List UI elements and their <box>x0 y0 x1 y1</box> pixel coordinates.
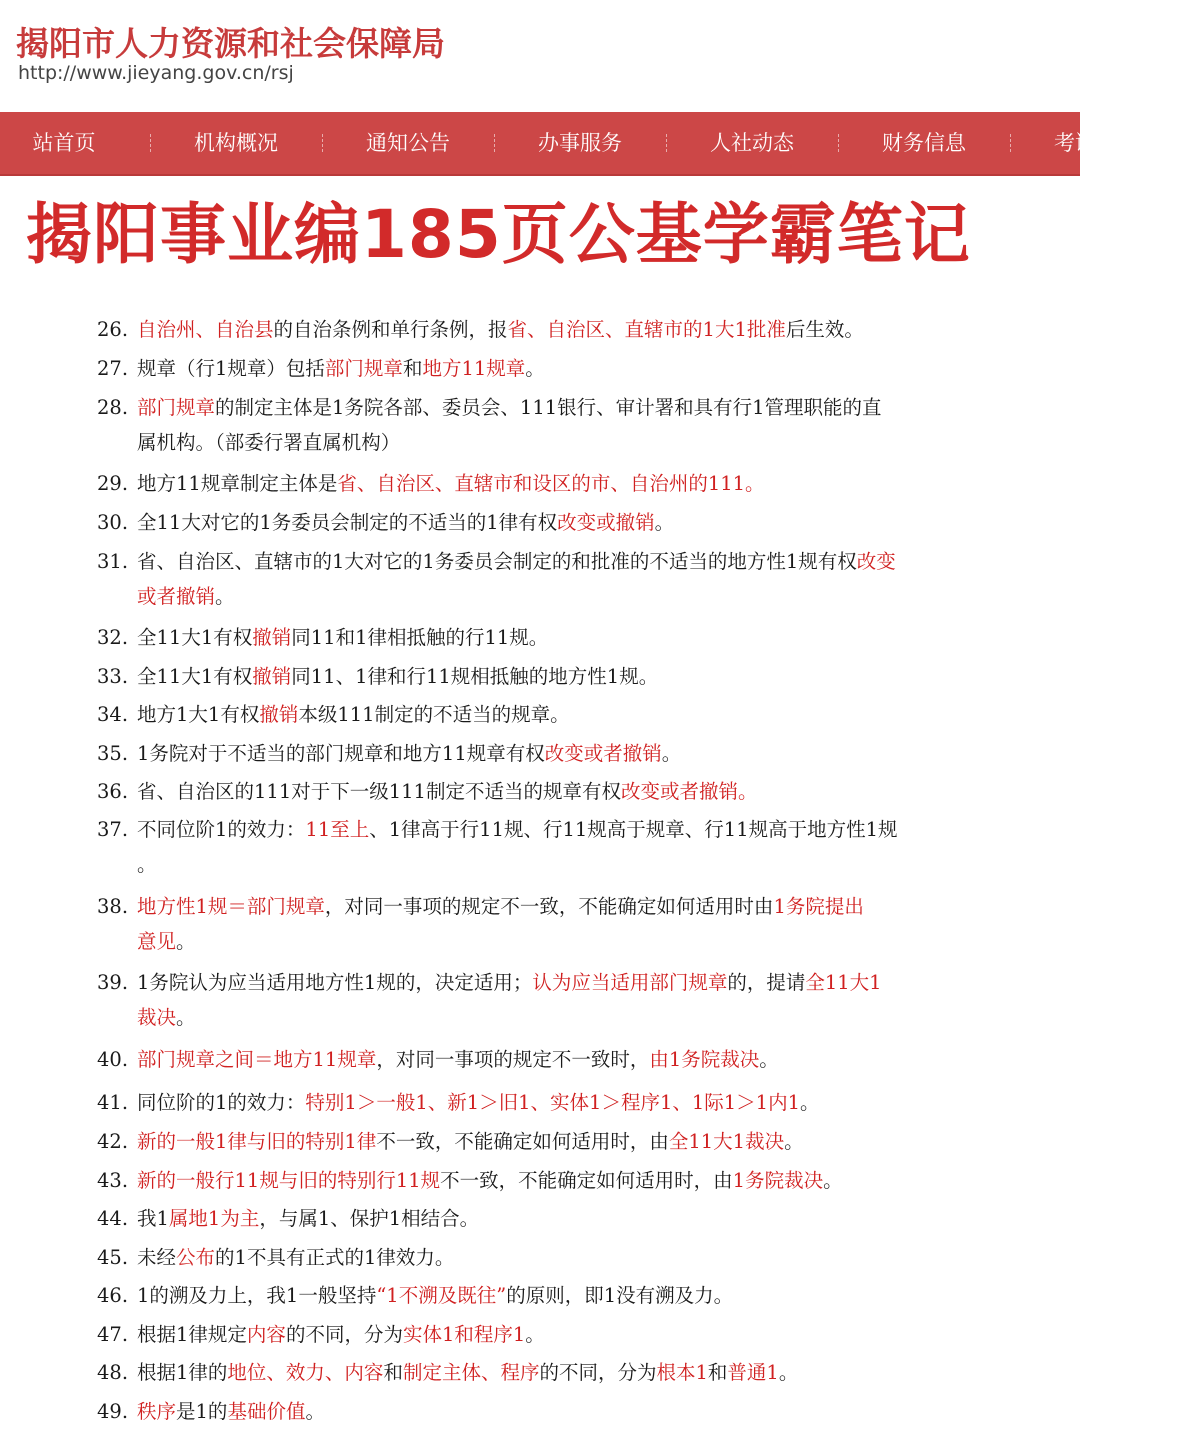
highlight-text: 改变或者撤销。 <box>620 780 758 803</box>
note-number: 46. <box>97 1284 129 1307</box>
note-text <box>137 511 674 534</box>
note-number: 27. <box>97 357 129 380</box>
site-title[interactable]: 揭阳市人力资源和社会保障局 <box>16 24 445 63</box>
note-number: 32. <box>97 626 129 649</box>
note-item <box>97 736 997 771</box>
site-header <box>0 0 1080 112</box>
highlight-text: 地方11规章 <box>422 357 526 380</box>
note-number: 26. <box>97 318 129 341</box>
plain-text: 的制定主体是1务院各部、委员会、111银行、审计署和具有行1管理职能的直 <box>215 396 882 419</box>
plain-text: ，对同一事项的规定不一致，不能确定如何适用时由 <box>324 895 774 918</box>
plain-text: 我1 <box>137 1207 169 1230</box>
note-number: 40. <box>97 1048 129 1071</box>
highlight-text: 改变 <box>856 550 896 573</box>
plain-text: 的不同，分为 <box>285 1323 403 1346</box>
plain-text: 。 <box>176 1006 196 1029</box>
plain-text: 1务院对于不适当的部门规章和地方11规章有权 <box>137 742 545 765</box>
note-text <box>137 472 765 495</box>
note-text-continued <box>97 847 997 882</box>
note-item <box>97 1124 997 1159</box>
note-item <box>97 466 997 501</box>
highlight-text: 公布 <box>176 1246 216 1269</box>
nav-item[interactable]: 通知公告 <box>322 112 494 174</box>
plain-text: 地方1大1有权 <box>137 703 260 726</box>
note-text <box>137 550 896 573</box>
plain-text: 根据1律规定 <box>137 1323 247 1346</box>
note-text <box>137 357 545 380</box>
plain-text: 。 <box>759 1048 779 1071</box>
note-item <box>97 1317 997 1352</box>
plain-text: 不同位阶1的效力： <box>137 818 306 841</box>
highlight-text: 改变或者撤销 <box>544 742 662 765</box>
plain-text: 根据1律的 <box>137 1361 228 1384</box>
note-number: 28. <box>97 396 129 419</box>
note-text <box>137 1400 325 1423</box>
note-text <box>137 1091 820 1114</box>
note-number: 41. <box>97 1091 129 1114</box>
note-text <box>137 971 882 994</box>
note-text-continued <box>97 425 997 460</box>
plain-text: 是1的 <box>176 1400 228 1423</box>
nav-item[interactable]: 考试信息 <box>1010 112 1182 174</box>
highlight-text: 新的一般1律与旧的特别1律 <box>137 1130 377 1153</box>
plain-text: 和 <box>707 1361 728 1384</box>
highlight-text: 或者撤销 <box>137 585 216 608</box>
note-number: 30. <box>97 511 129 534</box>
note-item <box>97 1394 997 1429</box>
plain-text: ，对同一事项的规定不一致时， <box>376 1048 650 1071</box>
note-text <box>137 1169 843 1192</box>
plain-text: 。 <box>784 1130 804 1153</box>
note-item <box>97 312 997 347</box>
plain-text: 同11、1律和行11规相抵触的地方性1规。 <box>291 665 659 688</box>
plain-text: 。 <box>137 853 157 876</box>
highlight-text: 实体1和程序1 <box>402 1323 526 1346</box>
plain-text: 未经 <box>137 1246 177 1269</box>
note-item <box>97 659 997 694</box>
plain-text: 不一致，不能确定如何适用时，由 <box>376 1130 669 1153</box>
note-number: 35. <box>97 742 129 765</box>
note-number: 36. <box>97 780 129 803</box>
note-number: 43. <box>97 1169 129 1192</box>
highlight-text: 由1务院裁决 <box>649 1048 760 1071</box>
highlight-text: 根本1 <box>656 1361 708 1384</box>
highlight-text: 自治州、自治县 <box>137 318 274 341</box>
note-number: 37. <box>97 818 129 841</box>
highlight-text: 全11大1裁决 <box>668 1130 785 1153</box>
plain-text: 的自治条例和单行条例，报 <box>273 318 508 341</box>
highlight-text: 部门规章之间＝地方11规章 <box>137 1048 377 1071</box>
plain-text: 全11大对它的1务委员会制定的不适当的1律有权 <box>137 511 558 534</box>
highlight-text: 1务院裁决 <box>732 1169 824 1192</box>
highlight-text: 撤销 <box>252 665 292 688</box>
plain-text: 的，提请 <box>727 971 806 994</box>
note-number: 34. <box>97 703 129 726</box>
highlight-text: 普通1 <box>727 1361 779 1384</box>
plain-text: 的1不具有正式的1律效力。 <box>215 1246 455 1269</box>
highlight-text: 地方性1规＝部门规章 <box>137 895 325 918</box>
plain-text: 1务院认为应当适用地方性1规的，决定适用； <box>137 971 533 994</box>
note-text <box>137 818 898 841</box>
plain-text: 、1律高于行11规、行11规高于规章、行11规高于地方性1规 <box>369 818 898 841</box>
nav-item[interactable]: 人社动态 <box>666 112 838 174</box>
note-item <box>97 965 997 1035</box>
note-text <box>137 665 658 688</box>
nav-item[interactable]: 机构概况 <box>150 112 322 174</box>
note-text <box>137 1048 779 1071</box>
plain-text: 。 <box>661 742 682 765</box>
note-item <box>97 620 997 655</box>
plain-text: 。 <box>525 357 545 380</box>
plain-text: 全11大1有权 <box>137 665 253 688</box>
plain-text: 。 <box>800 1091 820 1114</box>
note-number: 33. <box>97 665 129 688</box>
highlight-text: 撤销 <box>252 626 292 649</box>
plain-text: 本级111制定的不适当的规章。 <box>298 703 570 726</box>
note-number: 47. <box>97 1323 129 1346</box>
note-text <box>137 626 548 649</box>
note-number: 31. <box>97 550 129 573</box>
plain-text: 后生效。 <box>785 318 864 341</box>
note-text <box>137 742 681 765</box>
note-number: 44. <box>97 1207 129 1230</box>
highlight-text: 制定主体、程序 <box>402 1361 540 1384</box>
plain-text: 和 <box>383 1361 403 1384</box>
site-url[interactable]: http://www.jieyang.gov.cn/rsj <box>18 62 294 84</box>
highlight-text: 改变或撤销 <box>557 511 655 534</box>
note-text <box>137 1130 804 1153</box>
highlight-text: 新的一般行11规与旧的特别行11规 <box>137 1169 441 1192</box>
highlight-text: 内容 <box>246 1323 286 1346</box>
note-text-continued <box>97 1000 997 1035</box>
note-text-continued <box>97 924 997 959</box>
plain-text: 规章（行1规章）包括 <box>137 357 325 380</box>
highlight-text: 意见 <box>137 930 177 953</box>
note-number: 49. <box>97 1400 129 1423</box>
highlight-text: 秩序 <box>137 1400 177 1423</box>
note-item <box>97 697 997 732</box>
plain-text: 。 <box>215 585 235 608</box>
highlight-text: 部门规章 <box>324 357 403 380</box>
note-item <box>97 889 997 959</box>
plain-text: 1的溯及力上，我1一般坚持 <box>137 1284 377 1307</box>
plain-text: 。 <box>176 930 196 953</box>
highlight-text: 11至上 <box>305 818 370 841</box>
plain-text: 。 <box>823 1169 843 1192</box>
highlight-text: “1不溯及既往” <box>376 1284 507 1307</box>
nav-item[interactable]: 办事服务 <box>494 112 666 174</box>
note-text <box>137 1246 454 1269</box>
note-number: 38. <box>97 895 129 918</box>
banner-title: 揭阳事业编185页公基学霸笔记 <box>26 196 971 273</box>
note-text <box>137 318 864 341</box>
note-text <box>137 703 570 726</box>
note-number: 39. <box>97 971 129 994</box>
highlight-text: 地位、效力、内容 <box>227 1361 384 1384</box>
note-item <box>97 1201 997 1236</box>
plain-text: ，与属1、保护1相结合。 <box>259 1207 480 1230</box>
plain-text: 地方11规章制定主体是 <box>137 472 338 495</box>
note-item <box>97 351 997 386</box>
note-item <box>97 1042 997 1077</box>
plain-text: 。 <box>654 511 675 534</box>
note-item <box>97 544 997 614</box>
highlight-text: 基础价值 <box>227 1400 306 1423</box>
nav-item[interactable]: 财务信息 <box>838 112 1010 174</box>
plain-text: 同位阶的1的效力： <box>137 1091 306 1114</box>
note-item <box>97 505 997 540</box>
note-item <box>97 1085 997 1120</box>
highlight-text: 特别1＞一般1、新1＞旧1、实体1＞程序1、1际1＞1内1 <box>305 1091 800 1114</box>
highlight-text: 1务院提出 <box>773 895 864 918</box>
note-item <box>97 1278 997 1313</box>
plain-text: 和 <box>402 357 423 380</box>
note-text <box>137 780 757 803</box>
note-item <box>97 1240 997 1275</box>
note-text <box>137 895 864 918</box>
plain-text: 省、自治区的111对于下一级111制定不适当的规章有权 <box>137 780 621 803</box>
plain-text: 不一致，不能确定如何适用时，由 <box>440 1169 733 1192</box>
nav-track <box>0 112 1182 174</box>
note-text <box>137 1207 479 1230</box>
plain-text: 。 <box>525 1323 545 1346</box>
note-item <box>97 1163 997 1198</box>
highlight-text: 裁决 <box>137 1006 177 1029</box>
highlight-text: 撤销 <box>259 703 299 726</box>
plain-text: 的原则，即1没有溯及力。 <box>506 1284 734 1307</box>
plain-text: 。 <box>778 1361 799 1384</box>
note-item <box>97 1355 997 1390</box>
highlight-text: 省、自治区、直辖市和设区的市、自治州的111。 <box>337 472 765 495</box>
note-number: 29. <box>97 472 129 495</box>
note-number: 45. <box>97 1246 129 1269</box>
plain-text: 全11大1有权 <box>137 626 253 649</box>
plain-text: 。 <box>305 1400 325 1423</box>
highlight-text: 省、自治区、直辖市的1大1批准 <box>507 318 786 341</box>
note-number: 42. <box>97 1130 129 1153</box>
nav-item[interactable]: 站首页 <box>32 131 96 155</box>
note-item <box>97 774 997 809</box>
highlight-text: 认为应当适用部门规章 <box>532 971 728 994</box>
highlight-text: 全11大1 <box>805 971 882 994</box>
note-text <box>137 1361 798 1384</box>
note-text-continued <box>97 579 997 614</box>
note-text <box>137 396 882 419</box>
plain-text: 省、自治区、直辖市的1大对它的1务委员会制定的和批准的不适当的地方性1规有权 <box>137 550 857 573</box>
note-number: 48. <box>97 1361 129 1384</box>
highlight-text: 属地1为主 <box>168 1207 260 1230</box>
highlight-text: 部门规章 <box>137 396 216 419</box>
note-text <box>137 1284 733 1307</box>
plain-text: 的不同，分为 <box>539 1361 657 1384</box>
note-item <box>97 812 997 882</box>
main-nav <box>0 112 1138 176</box>
note-text <box>137 1323 545 1346</box>
plain-text: 属机构。（部委行署直属机构） <box>137 431 401 454</box>
note-item <box>97 390 997 460</box>
plain-text: 同11和1律相抵触的行11规。 <box>291 626 549 649</box>
